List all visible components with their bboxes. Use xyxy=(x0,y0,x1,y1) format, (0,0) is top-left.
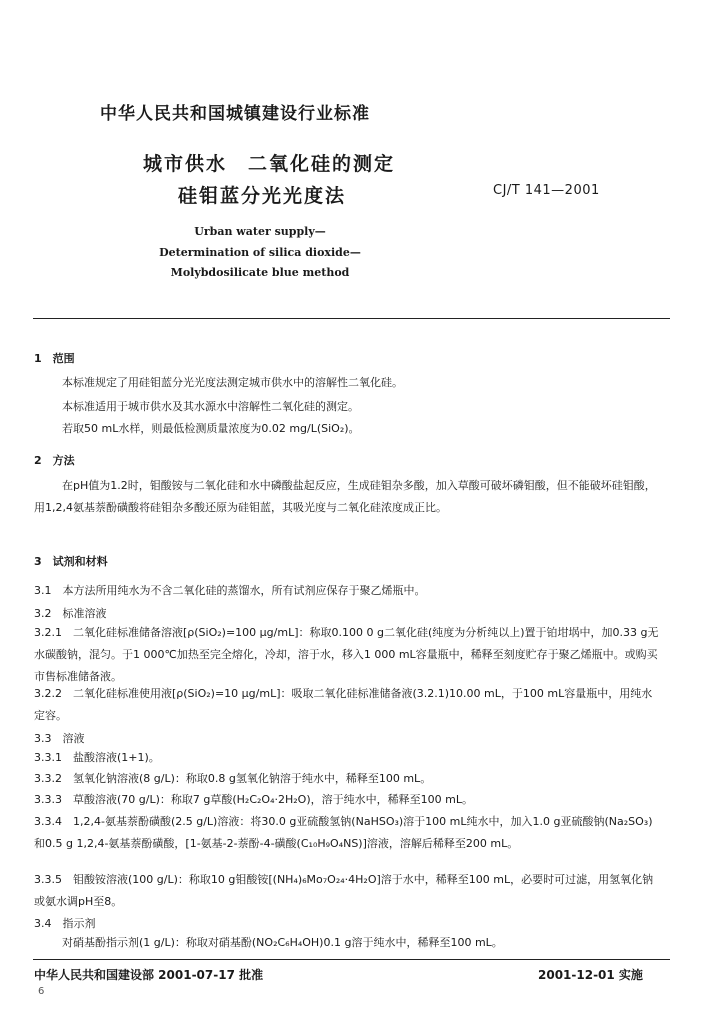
approval-date: 中华人民共和国建设部 2001-07-17 批准 xyxy=(34,968,264,982)
clause-3-2-1: 3.2.1 二氧化硅标准储备溶液[ρ(SiO₂)=100 μg/mL]：称取0.100 0 g二氧化硅(纯度为分析纯以上)置于铂坩埚中，加0.33 g无水碳酸钠，混匀。于1 000℃加热至完全熔化，冷却，溶于水，移入1 000 mL容量瓶中，稀释至刻度贮存于聚乙烯瓶中。或购买市售标准储备液。 xyxy=(34,626,659,683)
section-1-para-1: 本标准规定了用硅钼蓝分光光度法测定城市供水中的溶解性二氧化硅。 xyxy=(62,376,403,389)
section-3-heading: 3 试剂和材料 xyxy=(34,555,108,568)
header-rule xyxy=(33,318,670,319)
page-number: 6 xyxy=(38,986,45,997)
clause-3-4-heading: 3.4 指示剂 xyxy=(34,917,96,930)
clause-3-3-1: 3.3.1 盐酸溶液(1+1)。 xyxy=(34,751,160,764)
clause-3-3-heading: 3.3 溶液 xyxy=(34,732,85,745)
section-2-heading: 2 方法 xyxy=(34,454,75,467)
title-cn-line1: 城市供水 二氧化硅的测定 xyxy=(143,153,396,175)
clause-3-3-4: 3.3.4 1,2,4-氨基萘酚磺酸(2.5 g/L)溶液：将30.0 g亚硫酸氢钠(NaHSO₃)溶于100 mL纯水中，加入1.0 g亚硫酸钠(Na₂SO₃)和0.5 g 1,2,4-氨基萘酚磺酸，[1-氨基-2-萘酚-4-磺酸(C₁₀H₉O₄NS)]溶液，溶解后稀释至200 mL。 xyxy=(34,815,653,850)
clause-3-1: 3.1 本方法所用纯水为不含二氧化硅的蒸馏水，所有试剂应保存于聚乙烯瓶中。 xyxy=(34,584,426,597)
clause-3-2-heading: 3.2 标准溶液 xyxy=(34,607,107,620)
title-cn-line2: 硅钼蓝分光光度法 xyxy=(178,185,347,207)
section-2-para-1: 在pH值为1.2时，钼酸铵与二氧化硅和水中磷酸盐起反应，生成硅钼杂多酸，加入草酸可破坏磷钼酸，但不能破坏硅钼酸，用1,2,4氨基萘酚磺酸将硅钼杂多酸还原为硅钼蓝，其吸光度与二氧化硅浓度成正比。 xyxy=(34,479,656,514)
clause-3-2-2: 3.2.2 二氧化硅标准使用液[ρ(SiO₂)=10 μg/mL]：吸取二氧化硅标准储备液(3.2.1)10.00 mL，于100 mL容量瓶中，用纯水定容。 xyxy=(34,687,653,722)
standard-organization: 中华人民共和国城镇建设行业标准 xyxy=(100,104,370,124)
clause-3-3-3: 3.3.3 草酸溶液(70 g/L)：称取7 g草酸(H₂C₂O₄·2H₂O)，溶于纯水中，稀释至100 mL。 xyxy=(34,793,473,806)
clause-3-3-2: 3.3.2 氢氧化钠溶液(8 g/L)：称取0.8 g氢氧化钠溶于纯水中，稀释至100 mL。 xyxy=(34,772,432,785)
clause-3-3-5: 3.3.5 钼酸铵溶液(100 g/L)：称取10 g钼酸铵[(NH₄)₆Mo₇O₂₄·4H₂O]溶于水中，稀释至100 mL，必要时可过滤，用氢氧化钠或氨水调pH至8。 xyxy=(34,873,654,908)
title-en-line3: Molybdosilicate blue method xyxy=(170,266,350,279)
title-en-line2: Determination of silica dioxide— xyxy=(159,246,361,259)
title-en-line1: Urban water supply— xyxy=(194,225,326,238)
clause-3-4-para: 对硝基酚指示剂(1 g/L)：称取对硝基酚(NO₂C₆H₄OH)0.1 g溶于纯水中，稀释至100 mL。 xyxy=(62,936,503,949)
section-1-para-3: 若取50 mL水样，则最低检测质量浓度为0.02 mg/L(SiO₂)。 xyxy=(62,422,360,435)
section-1-para-2: 本标准适用于城市供水及其水源水中溶解性二氧化硅的测定。 xyxy=(62,400,359,413)
section-1-heading: 1 范围 xyxy=(34,352,75,365)
footer-rule xyxy=(33,959,670,960)
implementation-date: 2001-12-01 实施 xyxy=(538,968,643,982)
standard-code: CJ/T 141—2001 xyxy=(493,183,600,198)
